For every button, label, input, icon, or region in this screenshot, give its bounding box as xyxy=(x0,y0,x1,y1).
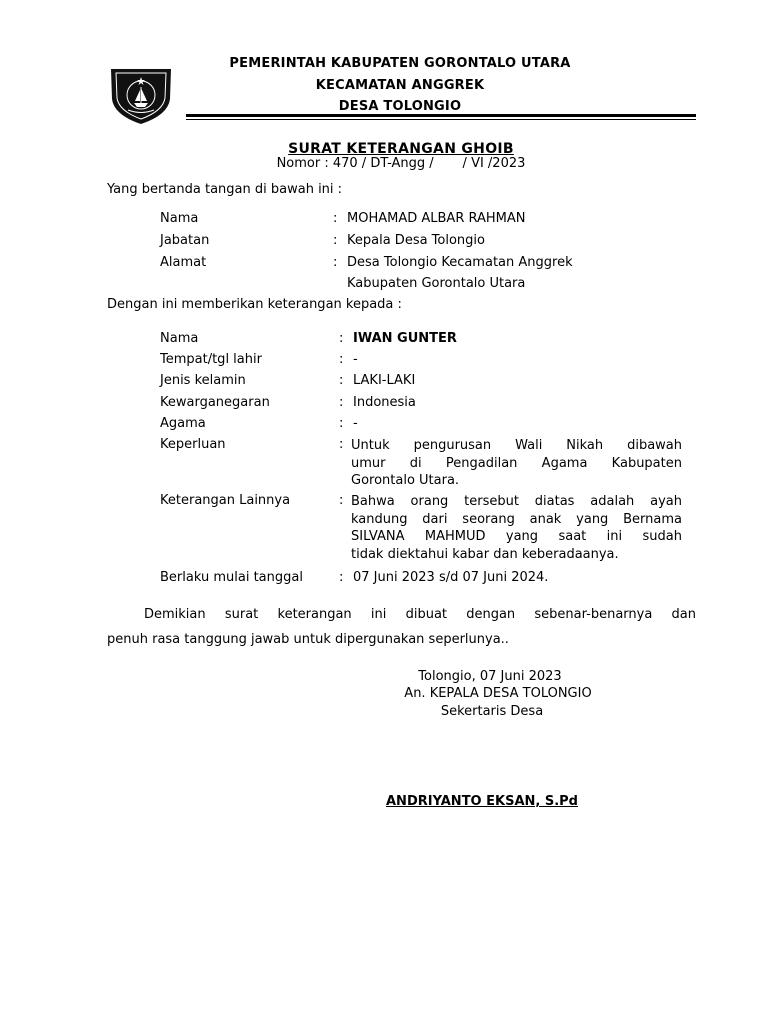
subject-birth-value: - xyxy=(353,352,358,367)
signature-on-behalf: An. KEPALA DESA TOLONGIO xyxy=(404,686,592,701)
letterhead-rule-thick xyxy=(186,114,696,117)
subject-purpose-label: Keperluan xyxy=(160,437,226,452)
subject-gender-label: Jenis kelamin xyxy=(160,373,246,388)
subject-validity-label: Berlaku mulai tanggal xyxy=(160,570,303,585)
subject-birth-label: Tempat/tgl lahir xyxy=(160,352,262,367)
signatory-position-value: Kepala Desa Tolongio xyxy=(347,233,485,248)
subject-citizenship-label: Kewarganegaran xyxy=(160,395,270,410)
colon: : xyxy=(333,211,338,226)
subject-religion-label: Agama xyxy=(160,416,206,431)
intro-text: Yang bertanda tangan di bawah ini : xyxy=(107,182,343,197)
signatory-address-label: Alamat xyxy=(160,255,207,270)
subject-citizenship-value: Indonesia xyxy=(353,395,416,410)
signature-place-date: Tolongio, 07 Juni 2023 xyxy=(418,669,562,684)
remarks-line: kandung dari seorang anak yang Bernama xyxy=(351,511,682,527)
colon: : xyxy=(339,352,344,367)
letterhead-rule-thin xyxy=(186,119,696,120)
signatory-position-label: Jabatan xyxy=(160,233,210,248)
signatory-name-value: MOHAMAD ALBAR RAHMAN xyxy=(347,211,526,226)
remarks-line: tidak diektahui kabar dan keberadaanya. xyxy=(351,546,619,562)
signatory-address-line-1: Desa Tolongio Kecamatan Anggrek xyxy=(347,255,573,270)
subject-gender-value: LAKI-LAKI xyxy=(353,373,416,388)
purpose-line: Untuk pengurusan Wali Nikah dibawah xyxy=(351,438,682,453)
letterhead-line-1: PEMERINTAH KABUPATEN GORONTALO UTARA xyxy=(229,56,571,71)
regency-emblem xyxy=(106,63,176,127)
colon: : xyxy=(339,373,344,388)
colon: : xyxy=(339,437,344,452)
subject-name-label: Nama xyxy=(160,331,199,346)
colon: : xyxy=(339,493,344,508)
colon: : xyxy=(333,233,338,248)
colon: : xyxy=(339,416,344,431)
intro2-text: Dengan ini memberikan keterangan kepada : xyxy=(107,297,402,312)
letter-number: Nomor : 470 / DT-Angg / / VI /2023 xyxy=(276,156,526,171)
subject-purpose-value xyxy=(351,437,682,490)
letter-title: SURAT KETERANGAN GHOIB xyxy=(288,141,514,157)
subject-remarks-value xyxy=(351,493,682,563)
signatory-name: ANDRIYANTO EKSAN, S.Pd xyxy=(386,794,578,809)
signatory-name-label: Nama xyxy=(160,211,199,226)
signatory-address-line-2: Kabupaten Gorontalo Utara xyxy=(347,276,526,291)
letterhead-line-3: DESA TOLONGIO xyxy=(338,99,462,114)
colon: : xyxy=(339,331,344,346)
letterhead-line-2: KECAMATAN ANGGREK xyxy=(315,78,485,93)
subject-validity-value: 07 Juni 2023 s/d 07 Juni 2024. xyxy=(353,570,549,585)
colon: : xyxy=(333,255,338,270)
closing-paragraph xyxy=(107,602,696,652)
remarks-line: Bahwa orang tersebut diatas adalah ayah xyxy=(351,494,682,509)
subject-remarks-label: Keterangan Lainnya xyxy=(160,493,291,508)
purpose-line: umur di Pengadilan Agama Kabupaten xyxy=(351,455,682,471)
closing-line-1: Demikian surat keterangan ini dibuat dengan sebenar-benarnya dan xyxy=(144,607,696,622)
closing-line-2: penuh rasa tanggung jawab untuk dipergunakan seperlunya.. xyxy=(107,632,509,647)
colon: : xyxy=(339,570,344,585)
subject-name-value: IWAN GUNTER xyxy=(353,331,457,346)
purpose-line: Gorontalo Utara. xyxy=(351,473,460,488)
signature-position: Sekertaris Desa xyxy=(440,704,544,719)
subject-religion-value: - xyxy=(353,416,358,431)
remarks-line: SILVANA MAHMUD yang saat ini sudah xyxy=(351,529,682,544)
colon: : xyxy=(339,395,344,410)
